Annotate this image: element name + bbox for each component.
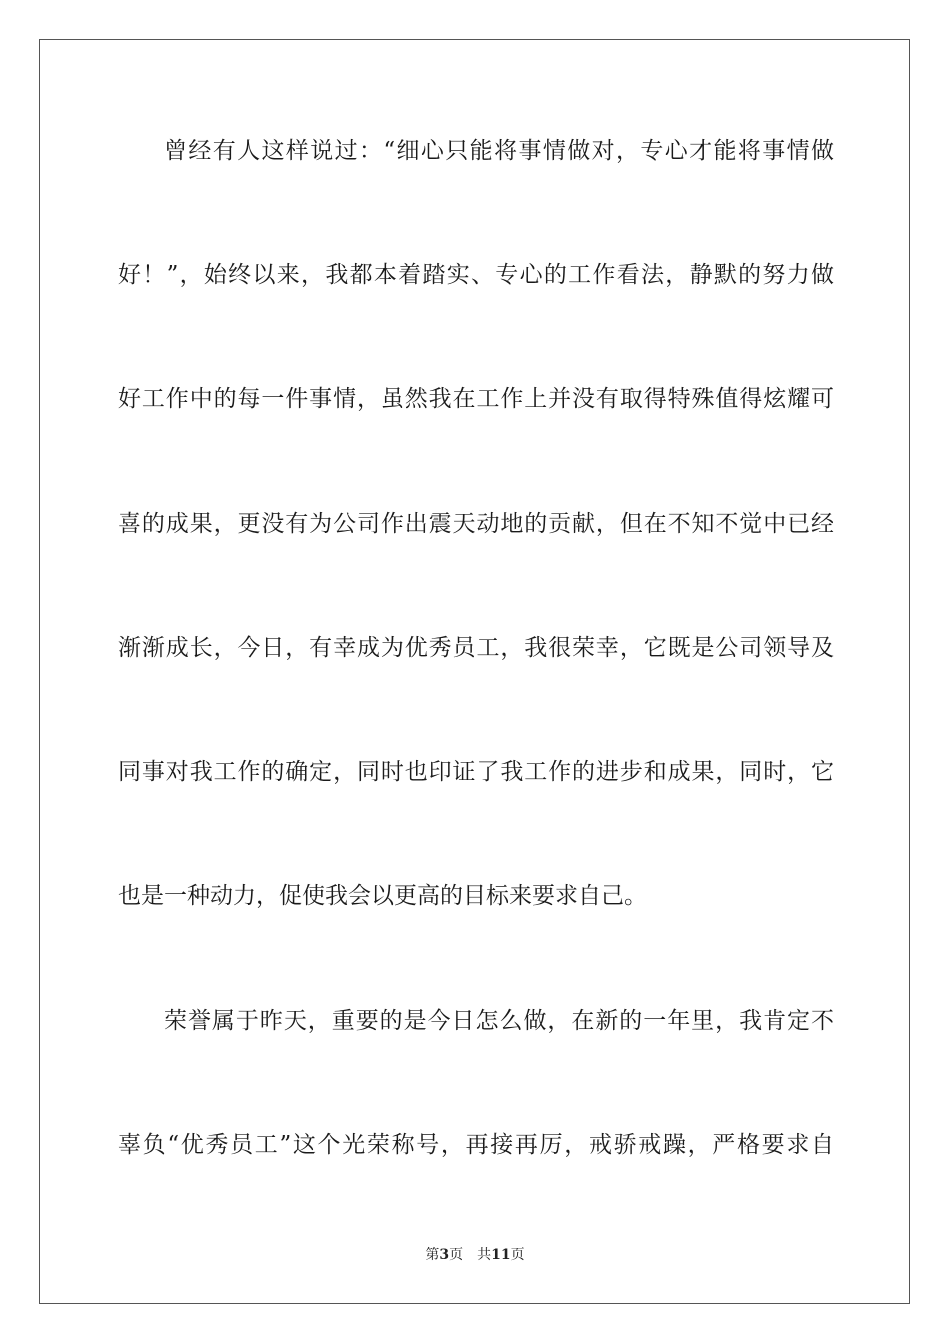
text-line: 渐渐成长，今日，有幸成为优秀员工，我很荣幸，它既是公司领导及 [118,635,834,661]
text-line: 曾经有人这样说过：“细心只能将事情做对，专心才能将事情做 [164,138,834,164]
text-line: 好！”，始终以来，我都本着踏实、专心的工作看法，静默的努力做 [118,262,834,288]
text-line: 荣誉属于昨天，重要的是今日怎么做，在新的一年里，我肯定不 [164,1008,834,1034]
total-prefix: 共 [477,1247,492,1263]
total-pages: 11 [491,1247,511,1263]
page-number: 3 [439,1247,450,1263]
page-suffix: 页 [449,1247,464,1263]
page-footer [0,1246,950,1264]
text-line: 也是一种动力，促使我会以更高的目标来要求自己。 [118,883,647,909]
text-line: 辜负“优秀员工”这个光荣称号，再接再厉，戒骄戒躁，严格要求自 [118,1132,834,1158]
text-line: 好工作中的每一件事情，虽然我在工作上并没有取得特殊值得炫耀可 [118,386,834,412]
page-prefix: 第 [425,1247,440,1263]
total-suffix: 页 [510,1247,525,1263]
text-line: 同事对我工作的确定，同时也印证了我工作的进步和成果，同时，它 [118,759,834,785]
page-border [39,39,910,1304]
text-line: 喜的成果，更没有为公司作出震天动地的贡献，但在不知不觉中已经 [118,511,834,537]
